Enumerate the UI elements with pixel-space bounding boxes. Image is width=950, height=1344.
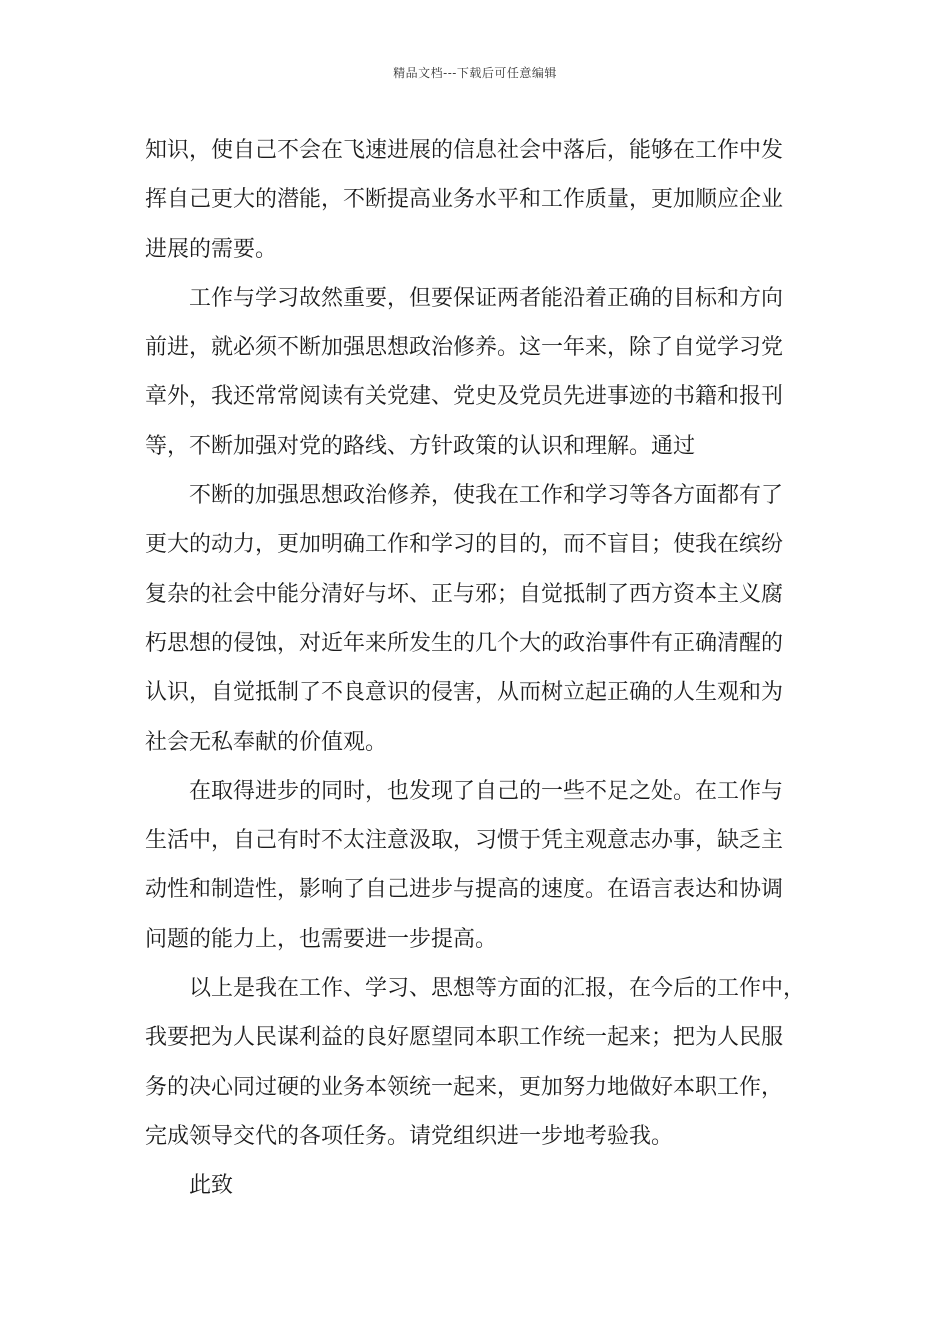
- text-line: 此致: [189, 1173, 234, 1199]
- text-line: 复杂的社会中能分清好与坏、正与邪；自觉抵制了西方资本主义腐: [145, 581, 784, 607]
- text-line: 在取得进步的同时，也发现了自己的一些不足之处。在工作与: [189, 778, 784, 804]
- text-line: 认识，自觉抵制了不良意识的侵害，从而树立起正确的人生观和为: [145, 680, 784, 706]
- text-line: 朽思想的侵蚀，对近年来所发生的几个大的政治事件有正确清醒的: [145, 630, 784, 656]
- text-line: 务的决心同过硬的业务本领统一起来，更加努力地做好本职工作，: [145, 1074, 784, 1100]
- text-line: 挥自己更大的潜能，不断提高业务水平和工作质量，更加顺应企业: [145, 187, 784, 213]
- text-line: 等，不断加强对党的路线、方针政策的认识和理解。通过: [145, 433, 696, 459]
- text-line: 以上是我在工作、学习、思想等方面的汇报，在今后的工作中，: [189, 976, 806, 1002]
- text-line: 前进，就必须不断加强思想政治修养。这一年来，除了自觉学习党: [145, 335, 784, 361]
- text-line: 社会无私奉献的价值观。: [145, 729, 388, 755]
- text-line: 我要把为人民谋利益的良好愿望同本职工作统一起来；把为人民服: [145, 1025, 784, 1051]
- text-line: 生活中，自己有时不太注意汲取，习惯于凭主观意志办事，缺乏主: [145, 828, 784, 854]
- text-line: 更大的动力，更加明确工作和学习的目的，而不盲目；使我在缤纷: [145, 532, 784, 558]
- text-line: 进展的需要。: [145, 236, 278, 262]
- text-line: 知识，使自己不会在飞速进展的信息社会中落后，能够在工作中发: [145, 138, 784, 163]
- text-line: 章外，我还常常阅读有关党建、党史及党员先进事迹的书籍和报刊: [145, 384, 784, 410]
- text-line: 问题的能力上，也需要进一步提高。: [145, 926, 498, 952]
- text-line: 不断的加强思想政治修养，使我在工作和学习等各方面都有了: [189, 483, 784, 509]
- text-line: 工作与学习故然重要，但要保证两者能沿着正确的目标和方向: [189, 285, 784, 311]
- text-line: 动性和制造性，影响了自己进步与提高的速度。在语言表达和协调: [145, 877, 784, 903]
- text-line: 完成领导交代的各项任务。请党组织进一步地考验我。: [145, 1123, 674, 1149]
- document-body: [145, 126, 835, 1211]
- page-header: 精品文档---下载后可任意编辑: [393, 66, 557, 80]
